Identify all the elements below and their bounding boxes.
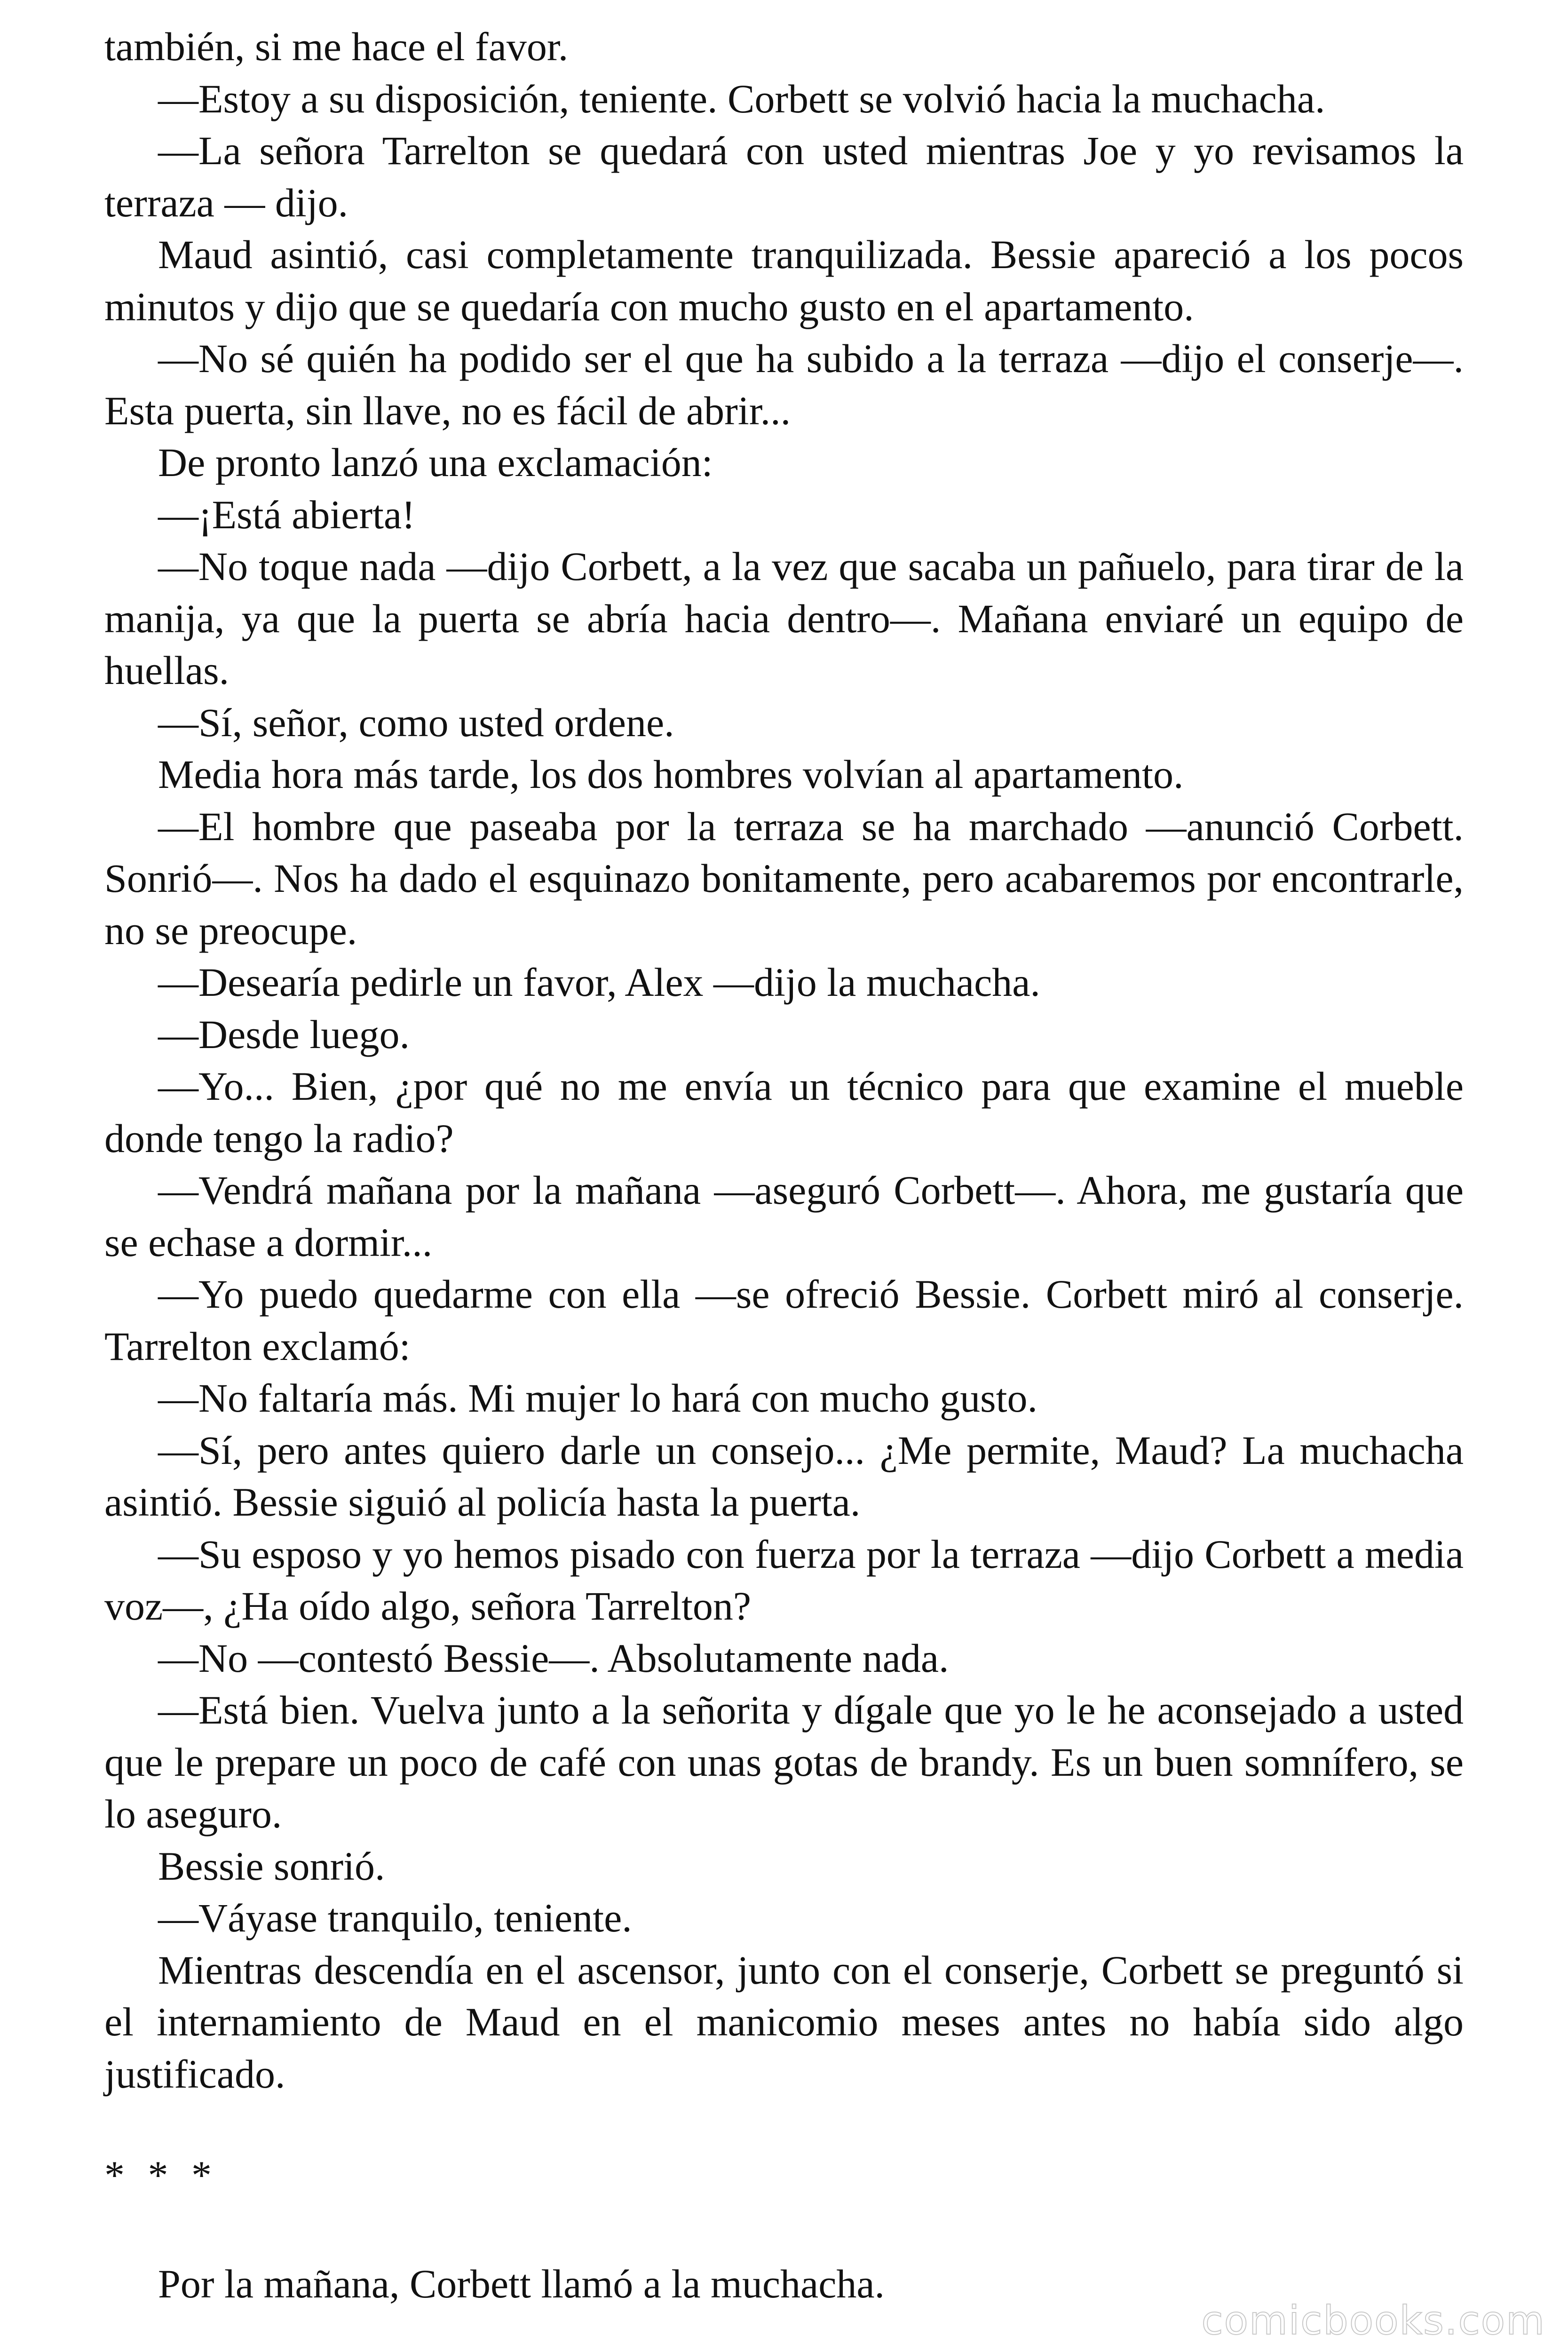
paragraph: —Váyase tranquilo, teniente. [158, 1895, 632, 1940]
watermark: comicbooks.com [1201, 2297, 1545, 2344]
paragraph: Media hora más tarde, los dos hombres volvían al apartamento. [158, 752, 1184, 797]
paragraph: —Sí, señor, como usted ordene. [158, 699, 674, 745]
paragraph: —Desearía pedirle un favor, Alex —dijo la muchacha. [158, 960, 1040, 1005]
paragraph: —Su esposo y yo hemos pisado con fuerza por la terraza —dijo Corbett a media voz—, ¿Ha oído algo, señora Tarrelton? [104, 1531, 1464, 1629]
paragraph: —¡Está abierta! [158, 492, 415, 537]
paragraph: —No sé quién ha podido ser el que ha subido a la terraza —dijo el conserje—. Esta puerta, sin llave, no es fácil de abrir... [104, 336, 1464, 433]
paragraph: —La señora Tarrelton se quedará con usted mientras Joe y yo revisamos la terraza — dijo. [104, 128, 1464, 225]
paragraph: —No faltaría más. Mi mujer lo hará con mucho gusto. [158, 1375, 1038, 1421]
paragraph: —No —contestó Bessie—. Absolutamente nada. [158, 1635, 949, 1681]
paragraph: Maud asintió, casi completamente tranquilizada. Bessie apareció a los pocos minutos y dijo que se quedaría con mucho gusto en el apartamento. [104, 232, 1464, 329]
book-page [104, 21, 1464, 2310]
paragraph: —Yo puedo quedarme con ella —se ofreció Bessie. Corbett miró al conserje. Tarrelton exclamó: [104, 1271, 1464, 1369]
paragraph: Por la mañana, Corbett llamó a la muchacha. [158, 2261, 885, 2306]
paragraph: Mientras descendía en el ascensor, junto con el conserje, Corbett se preguntó si el internamiento de Maud en el manicomio meses antes no había sido algo justificado. [104, 1947, 1464, 2097]
paragraph: Bessie sonrió. [158, 1843, 385, 1889]
paragraph: De pronto lanzó una exclamación: [158, 440, 713, 485]
paragraph: —Yo... Bien, ¿por qué no me envía un técnico para que examine el mueble donde tengo la radio? [104, 1064, 1464, 1161]
paragraph: —Sí, pero antes quiero darle un consejo... ¿Me permite, Maud? La muchacha asintió. Bessie siguió al policía hasta la puerta. [104, 1427, 1464, 1525]
paragraph: —Está bien. Vuelva junto a la señorita y dígale que yo le he aconsejado a usted que le prepare un poco de café con unas gotas de brandy. Es un buen somnífero, se lo aseguro. [104, 1687, 1464, 1836]
paragraph: —El hombre que paseaba por la terraza se ha marchado —anunció Corbett. Sonrió—. Nos ha dado el esquinazo bonitamente, pero acabaremos por encontrarle, no se preocupe. [104, 803, 1464, 953]
paragraph: —Desde luego. [158, 1011, 410, 1057]
paragraph: —No toque nada —dijo Corbett, a la vez que sacaba un pañuelo, para tirar de la manija, ya que la puerta se abría hacia dentro—. Mañana enviaré un equipo de huellas. [104, 544, 1464, 693]
paragraph: —Vendrá mañana por la mañana —aseguró Corbett—. Ahora, me gustaría que se echase a dormir... [104, 1168, 1464, 1265]
paragraph: —Estoy a su disposición, teniente. Corbett se volvió hacia la muchacha. [158, 76, 1325, 121]
section-separator: * * * [104, 2153, 218, 2198]
paragraph: también, si me hace el favor. [104, 24, 569, 69]
